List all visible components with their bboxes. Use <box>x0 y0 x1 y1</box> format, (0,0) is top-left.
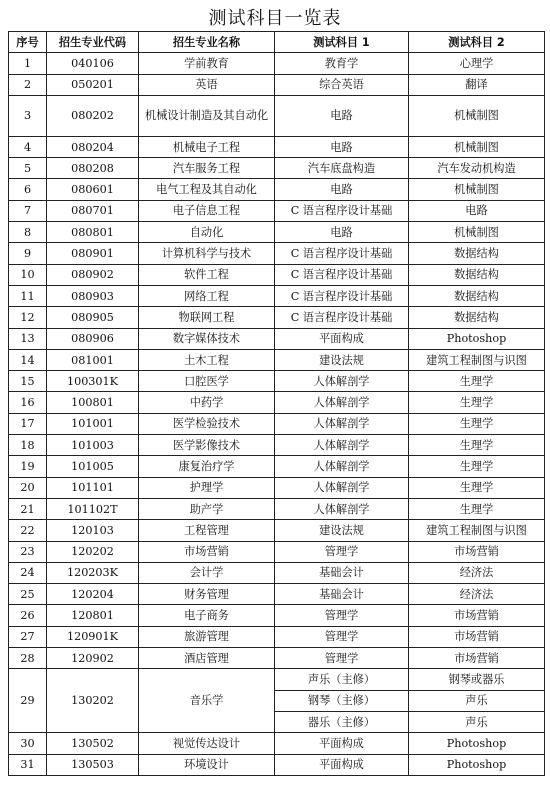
subject-2: 市场营销 <box>409 541 545 562</box>
major-code: 101005 <box>47 456 139 477</box>
major-code: 130202 <box>47 669 139 733</box>
major-name: 物联网工程 <box>139 307 275 328</box>
major-name: 土木工程 <box>139 349 275 370</box>
major-code: 120103 <box>47 520 139 541</box>
major-name: 网络工程 <box>139 285 275 306</box>
row-number: 10 <box>9 264 47 285</box>
subject-1: 人体解剖学 <box>275 477 409 498</box>
row-number: 13 <box>9 328 47 349</box>
subject-1: 汽车底盘构造 <box>275 158 409 179</box>
table-row <box>9 435 545 456</box>
table-row <box>9 95 545 136</box>
major-code: 120202 <box>47 541 139 562</box>
table-row <box>9 222 545 243</box>
subject-2: 数据结构 <box>409 243 545 264</box>
subject-2: 钢琴或器乐 <box>409 669 545 690</box>
subject-2: 电路 <box>409 200 545 221</box>
major-name: 会计学 <box>139 562 275 583</box>
row-number: 28 <box>9 648 47 669</box>
subject-1: C 语言程序设计基础 <box>275 243 409 264</box>
table-row <box>9 328 545 349</box>
row-number: 12 <box>9 307 47 328</box>
row-number: 17 <box>9 413 47 434</box>
major-code: 101102T <box>47 498 139 519</box>
subject-1: 人体解剖学 <box>275 435 409 456</box>
subject-2: 生理学 <box>409 413 545 434</box>
subject-2: 生理学 <box>409 435 545 456</box>
table-row <box>9 605 545 626</box>
header-subject-1: 测试科目 1 <box>275 32 409 53</box>
table-row <box>9 754 545 775</box>
subject-1: C 语言程序设计基础 <box>275 307 409 328</box>
table-row <box>9 669 545 690</box>
major-code: 130503 <box>47 754 139 775</box>
subject-2: 经济法 <box>409 562 545 583</box>
major-name: 音乐学 <box>139 669 275 733</box>
table-row <box>9 285 545 306</box>
subject-1: 人体解剖学 <box>275 456 409 477</box>
subject-1: 基础会计 <box>275 584 409 605</box>
subject-1: 建设法规 <box>275 520 409 541</box>
subject-1: 电路 <box>275 222 409 243</box>
subject-2: Photoshop <box>409 733 545 754</box>
table-row <box>9 158 545 179</box>
major-name: 机械设计制造及其自动化 <box>139 95 275 136</box>
subject-1: 钢琴（主修） <box>275 690 409 711</box>
major-code: 080202 <box>47 95 139 136</box>
row-number: 20 <box>9 477 47 498</box>
major-code: 080208 <box>47 158 139 179</box>
subject-2: 数据结构 <box>409 307 545 328</box>
subject-2: 汽车发动机构造 <box>409 158 545 179</box>
row-number: 7 <box>9 200 47 221</box>
subject-1: 人体解剖学 <box>275 413 409 434</box>
table-row <box>9 456 545 477</box>
major-name: 康复治疗学 <box>139 456 275 477</box>
major-name: 财务管理 <box>139 584 275 605</box>
subject-2: 机械制图 <box>409 136 545 157</box>
subject-1: 声乐（主修） <box>275 669 409 690</box>
subject-2: 机械制图 <box>409 179 545 200</box>
table-row <box>9 264 545 285</box>
major-code: 080601 <box>47 179 139 200</box>
subject-2: 机械制图 <box>409 222 545 243</box>
row-number: 18 <box>9 435 47 456</box>
table-row <box>9 498 545 519</box>
major-code: 081001 <box>47 349 139 370</box>
major-name: 医学影像技术 <box>139 435 275 456</box>
subject-1: 电路 <box>275 179 409 200</box>
table-row <box>9 584 545 605</box>
row-number: 19 <box>9 456 47 477</box>
table-row <box>9 53 545 74</box>
subject-1: 人体解剖学 <box>275 392 409 413</box>
major-code: 080903 <box>47 285 139 306</box>
table-row <box>9 136 545 157</box>
major-code: 101101 <box>47 477 139 498</box>
page-title: 测试科目一览表 <box>208 8 342 29</box>
major-name: 机械电子工程 <box>139 136 275 157</box>
row-number: 23 <box>9 541 47 562</box>
subject-2: Photoshop <box>409 328 545 349</box>
subject-1: 管理学 <box>275 626 409 647</box>
table-row <box>9 349 545 370</box>
subject-2: 生理学 <box>409 371 545 392</box>
major-code: 100801 <box>47 392 139 413</box>
subject-2: 经济法 <box>409 584 545 605</box>
table-row <box>9 243 545 264</box>
subject-1: 基础会计 <box>275 562 409 583</box>
row-number: 15 <box>9 371 47 392</box>
subject-2: 数据结构 <box>409 264 545 285</box>
major-name: 旅游管理 <box>139 626 275 647</box>
major-name: 护理学 <box>139 477 275 498</box>
major-name: 口腔医学 <box>139 371 275 392</box>
row-number: 11 <box>9 285 47 306</box>
table-body <box>9 53 545 776</box>
table-row <box>9 648 545 669</box>
major-name: 汽车服务工程 <box>139 158 275 179</box>
subject-2: 生理学 <box>409 477 545 498</box>
row-number: 6 <box>9 179 47 200</box>
subject-2: 市场营销 <box>409 626 545 647</box>
row-number: 1 <box>9 53 47 74</box>
row-number: 8 <box>9 222 47 243</box>
major-code: 080906 <box>47 328 139 349</box>
row-number: 30 <box>9 733 47 754</box>
row-number: 24 <box>9 562 47 583</box>
subject-2: 市场营销 <box>409 648 545 669</box>
table-row <box>9 562 545 583</box>
row-number: 5 <box>9 158 47 179</box>
major-name: 电气工程及其自动化 <box>139 179 275 200</box>
major-code: 080701 <box>47 200 139 221</box>
subject-1: 管理学 <box>275 541 409 562</box>
major-code: 080901 <box>47 243 139 264</box>
row-number: 29 <box>9 669 47 733</box>
subject-1: 建设法规 <box>275 349 409 370</box>
major-name: 自动化 <box>139 222 275 243</box>
major-name: 医学检验技术 <box>139 413 275 434</box>
subject-2: 数据结构 <box>409 285 545 306</box>
header-code: 招生专业代码 <box>47 32 139 53</box>
subject-2: 建筑工程制图与识图 <box>409 520 545 541</box>
table-row <box>9 200 545 221</box>
subject-1: 人体解剖学 <box>275 371 409 392</box>
subject-1: 平面构成 <box>275 754 409 775</box>
table-row <box>9 307 545 328</box>
row-number: 9 <box>9 243 47 264</box>
row-number: 31 <box>9 754 47 775</box>
subject-1: 人体解剖学 <box>275 498 409 519</box>
subject-2: 机械制图 <box>409 95 545 136</box>
header-no: 序号 <box>9 32 47 53</box>
subject-1: 综合英语 <box>275 74 409 95</box>
subject-1: C 语言程序设计基础 <box>275 285 409 306</box>
subject-1: 电路 <box>275 95 409 136</box>
major-name: 视觉传达设计 <box>139 733 275 754</box>
row-number: 3 <box>9 95 47 136</box>
row-number: 2 <box>9 74 47 95</box>
major-code: 120902 <box>47 648 139 669</box>
subject-2: 市场营销 <box>409 605 545 626</box>
subject-2: 声乐 <box>409 711 545 732</box>
major-name: 学前教育 <box>139 53 275 74</box>
table-row <box>9 477 545 498</box>
major-name: 英语 <box>139 74 275 95</box>
major-code: 080801 <box>47 222 139 243</box>
row-number: 22 <box>9 520 47 541</box>
table-header-row <box>9 32 545 53</box>
major-code: 101001 <box>47 413 139 434</box>
subject-2: 心理学 <box>409 53 545 74</box>
subject-2: 声乐 <box>409 690 545 711</box>
major-name: 工程管理 <box>139 520 275 541</box>
major-code: 120204 <box>47 584 139 605</box>
subject-2: 生理学 <box>409 392 545 413</box>
major-code: 120901K <box>47 626 139 647</box>
subject-1: 电路 <box>275 136 409 157</box>
subject-2: 生理学 <box>409 456 545 477</box>
row-number: 25 <box>9 584 47 605</box>
header-major: 招生专业名称 <box>139 32 275 53</box>
major-code: 100301K <box>47 371 139 392</box>
subject-2: 翻译 <box>409 74 545 95</box>
row-number: 21 <box>9 498 47 519</box>
major-code: 101003 <box>47 435 139 456</box>
major-code: 050201 <box>47 74 139 95</box>
subject-2: 建筑工程制图与识图 <box>409 349 545 370</box>
major-name: 中药学 <box>139 392 275 413</box>
subject-1: 平面构成 <box>275 733 409 754</box>
table-row <box>9 371 545 392</box>
major-code: 080204 <box>47 136 139 157</box>
subject-1: C 语言程序设计基础 <box>275 264 409 285</box>
table-row <box>9 179 545 200</box>
major-name: 计算机科学与技术 <box>139 243 275 264</box>
row-number: 4 <box>9 136 47 157</box>
major-name: 数字媒体技术 <box>139 328 275 349</box>
row-number: 26 <box>9 605 47 626</box>
row-number: 27 <box>9 626 47 647</box>
subject-1: 管理学 <box>275 648 409 669</box>
major-code: 120203K <box>47 562 139 583</box>
table-row <box>9 520 545 541</box>
header-subject-2: 测试科目 2 <box>409 32 545 53</box>
table-row <box>9 626 545 647</box>
major-name: 电子商务 <box>139 605 275 626</box>
table-row <box>9 733 545 754</box>
subject-1: 教育学 <box>275 53 409 74</box>
table-row <box>9 74 545 95</box>
subject-2: 生理学 <box>409 498 545 519</box>
major-code: 130502 <box>47 733 139 754</box>
subjects-table <box>8 31 545 776</box>
table-row <box>9 541 545 562</box>
subject-1: 平面构成 <box>275 328 409 349</box>
major-name: 环境设计 <box>139 754 275 775</box>
row-number: 16 <box>9 392 47 413</box>
major-name: 电子信息工程 <box>139 200 275 221</box>
subject-1: 器乐（主修） <box>275 711 409 732</box>
major-code: 040106 <box>47 53 139 74</box>
major-name: 酒店管理 <box>139 648 275 669</box>
major-name: 市场营销 <box>139 541 275 562</box>
major-code: 120801 <box>47 605 139 626</box>
table-row <box>9 413 545 434</box>
row-number: 14 <box>9 349 47 370</box>
subject-2: Photoshop <box>409 754 545 775</box>
subject-1: 管理学 <box>275 605 409 626</box>
table-row <box>9 392 545 413</box>
major-code: 080902 <box>47 264 139 285</box>
subject-1: C 语言程序设计基础 <box>275 200 409 221</box>
major-code: 080905 <box>47 307 139 328</box>
major-name: 助产学 <box>139 498 275 519</box>
major-name: 软件工程 <box>139 264 275 285</box>
